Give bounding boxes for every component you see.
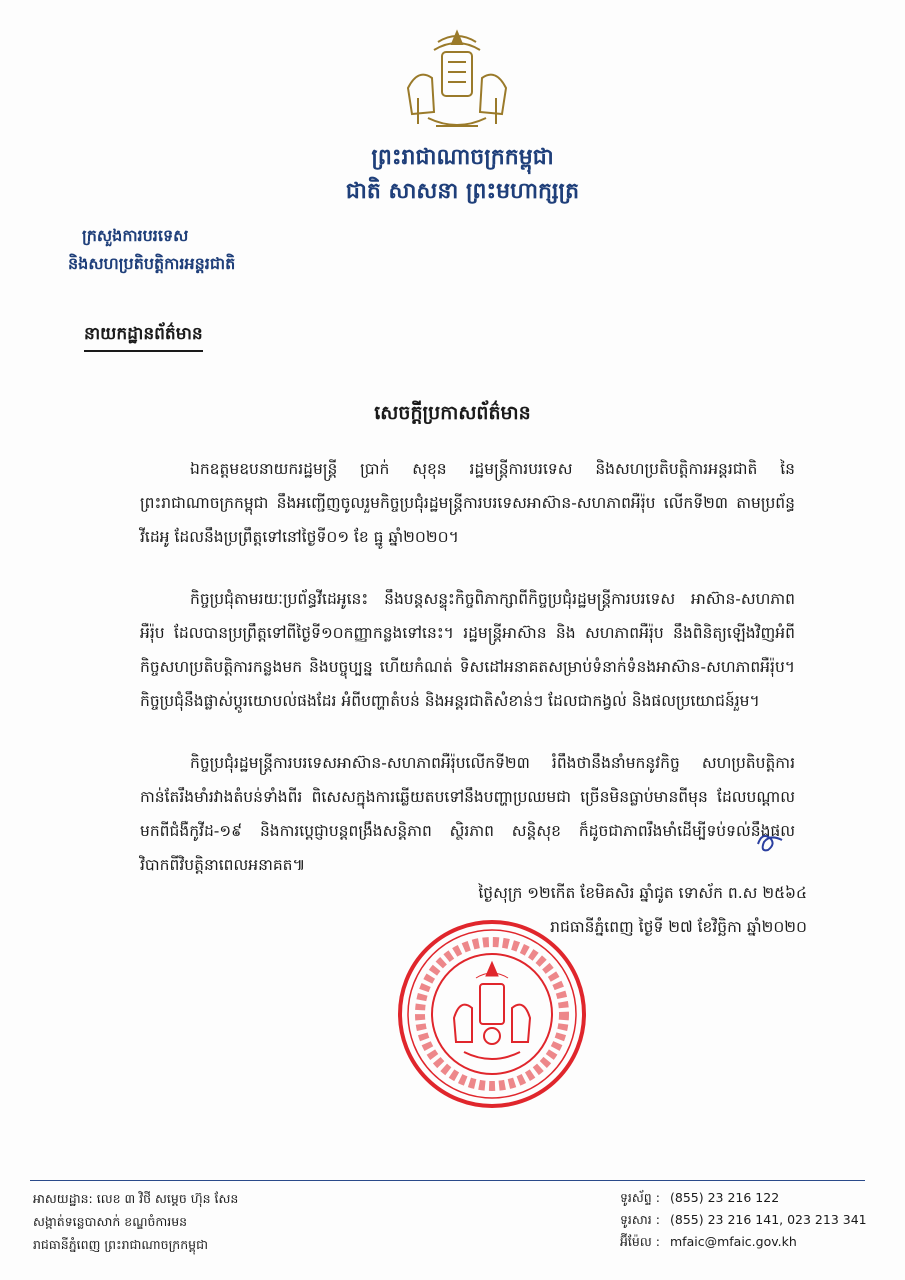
kingdom-name: ព្រះរាជាណាចក្រកម្ពុជា: [371, 144, 554, 170]
kingdom-motto: ជាតិ សាសនា ព្រះមហាក្សត្រ: [345, 178, 580, 204]
fax-value: (855) 23 216 141, 023 213 341: [670, 1212, 867, 1227]
solar-date: រាជធានីភ្នំពេញ ថ្ងៃទី ២៧ ខែវិច្ឆិកា ឆ្នាំ២០២០: [550, 918, 807, 936]
royal-arms-emblem: [398, 28, 516, 136]
lunar-date: ថ្ងៃសុក្រ ១២កើត ខែមិគសិរ ឆ្នាំជូត ទោស័ក ព.ស ២៥៦៤: [478, 884, 807, 902]
address-line-1: អាសយដ្ឋាន: លេខ ៣ វិថី សម្តេច ហ៊ុន សែន: [33, 1191, 239, 1206]
footer-divider: [30, 1180, 865, 1181]
ministry-name-line1: ក្រសួងការបរទេស: [82, 226, 189, 245]
phone-row: [620, 1187, 867, 1209]
address-line-3: រាជធានីភ្នំពេញ ព្រះរាជាណាចក្រកម្ពុជា: [33, 1237, 208, 1252]
paragraph-2: កិច្ចប្រជុំតាមរយៈប្រព័ន្ធវីដេអូនេះ នឹងបន្តសន្ទុះកិច្ចពិភាក្សាពីកិច្ចប្រជុំរដ្ឋមន្ត្រីការបរទេស អាស៊ាន-សហភាពអឺរ៉ុប ដែលបានប្រព្រឹត្តទៅពីថ្ងៃទី១០កញ្ញាកន្លងទៅនេះ។ រដ្ឋមន្ត្រីអាស៊ាន និង សហភាពអឺរ៉ុប នឹងពិនិត្យឡើងវិញអំពីកិច្ចសហប្រតិបត្តិការកន្លងមក និងបច្ចុប្បន្ន ហើយកំណត់ ទិសដៅអនាគតសម្រាប់ទំនាក់ទំនងអាស៊ាន-សហភាពអឺរ៉ុប។ កិច្ចប្រជុំនឹងផ្លាស់ប្តូរយោបល់ផងដែរ អំពីបញ្ហាតំបន់ និងអន្តរជាតិសំខាន់ៗ ដែលជាកង្វល់ និងផលប្រយោជន៍រួម។: [140, 590, 795, 710]
email-row: [620, 1231, 867, 1253]
ministry-name-line2: និងសហប្រតិបត្តិការអន្តរជាតិ: [68, 254, 236, 273]
email-label: អ៊ីម៉ែល :: [620, 1234, 660, 1249]
kingdom-header: [300, 140, 625, 208]
ministry-header: [68, 222, 235, 278]
department-name: នាយកដ្ឋានព័ត៌មាន: [84, 320, 203, 352]
address-line-2: សង្កាត់ទន្លេបាសាក់ ខណ្ឌចំការមន: [33, 1214, 188, 1229]
fax-row: [620, 1209, 867, 1231]
phone-value: (855) 23 216 122: [670, 1190, 780, 1205]
fax-label: ទូរសារ :: [620, 1212, 660, 1227]
footer-address: [33, 1187, 238, 1256]
document-title: សេចក្តីប្រកាសព័ត៌មាន: [374, 402, 531, 424]
phone-label: ទូរស័ព្ទ :: [620, 1190, 660, 1205]
initial-mark-icon: [752, 830, 792, 854]
footer-contacts: [620, 1187, 867, 1253]
paragraph-3: កិច្ចប្រជុំរដ្ឋមន្ត្រីការបរទេសអាស៊ាន-សហភាពអឺរ៉ុបលើកទី២៣ រំពឹងថានឹងនាំមកនូវកិច្ច សហប្រតិបត្តិការកាន់តែរឹងមាំរវាងតំបន់ទាំងពីរ ពិសេសក្នុងការឆ្លើយតបទៅនឹងបញ្ហាប្រឈមជា ច្រើនមិនធ្លាប់មានពីមុន ដែលបណ្តាលមកពីជំងឺកូវីដ-១៩ និងការប្តេជ្ញាបន្តពង្រឹងសន្តិភាព ស្ថិរភាព សន្តិសុខ ក៏ដូចជាភាពរឹងមាំដើម្បីទប់ទល់នឹងផលវិបាកពីវិបត្តិនាពេលអនាគត៕: [140, 754, 795, 874]
official-seal: [396, 918, 588, 1110]
paragraph-1: ឯកឧត្តមឧបនាយករដ្ឋមន្ត្រី ប្រាក់ សុខុន រដ្ឋមន្ត្រីការបរទេស និងសហប្រតិបត្តិការអន្តរជាតិ នៃព្រះរាជាណាចក្រកម្ពុជា នឹងអញ្ជើញចូលរួមកិច្ចប្រជុំរដ្ឋមន្ត្រីការបរទេសអាស៊ាន-សហភាពអឺរ៉ុប លើកទី២៣ តាមប្រព័ន្ធវីដេអូ ដែលនឹងប្រព្រឹត្តទៅនៅថ្ងៃទី០១ ខែ ធ្នូ ឆ្នាំ២០២០។: [140, 460, 795, 546]
email-value: mfaic@mfaic.gov.kh: [670, 1234, 797, 1249]
